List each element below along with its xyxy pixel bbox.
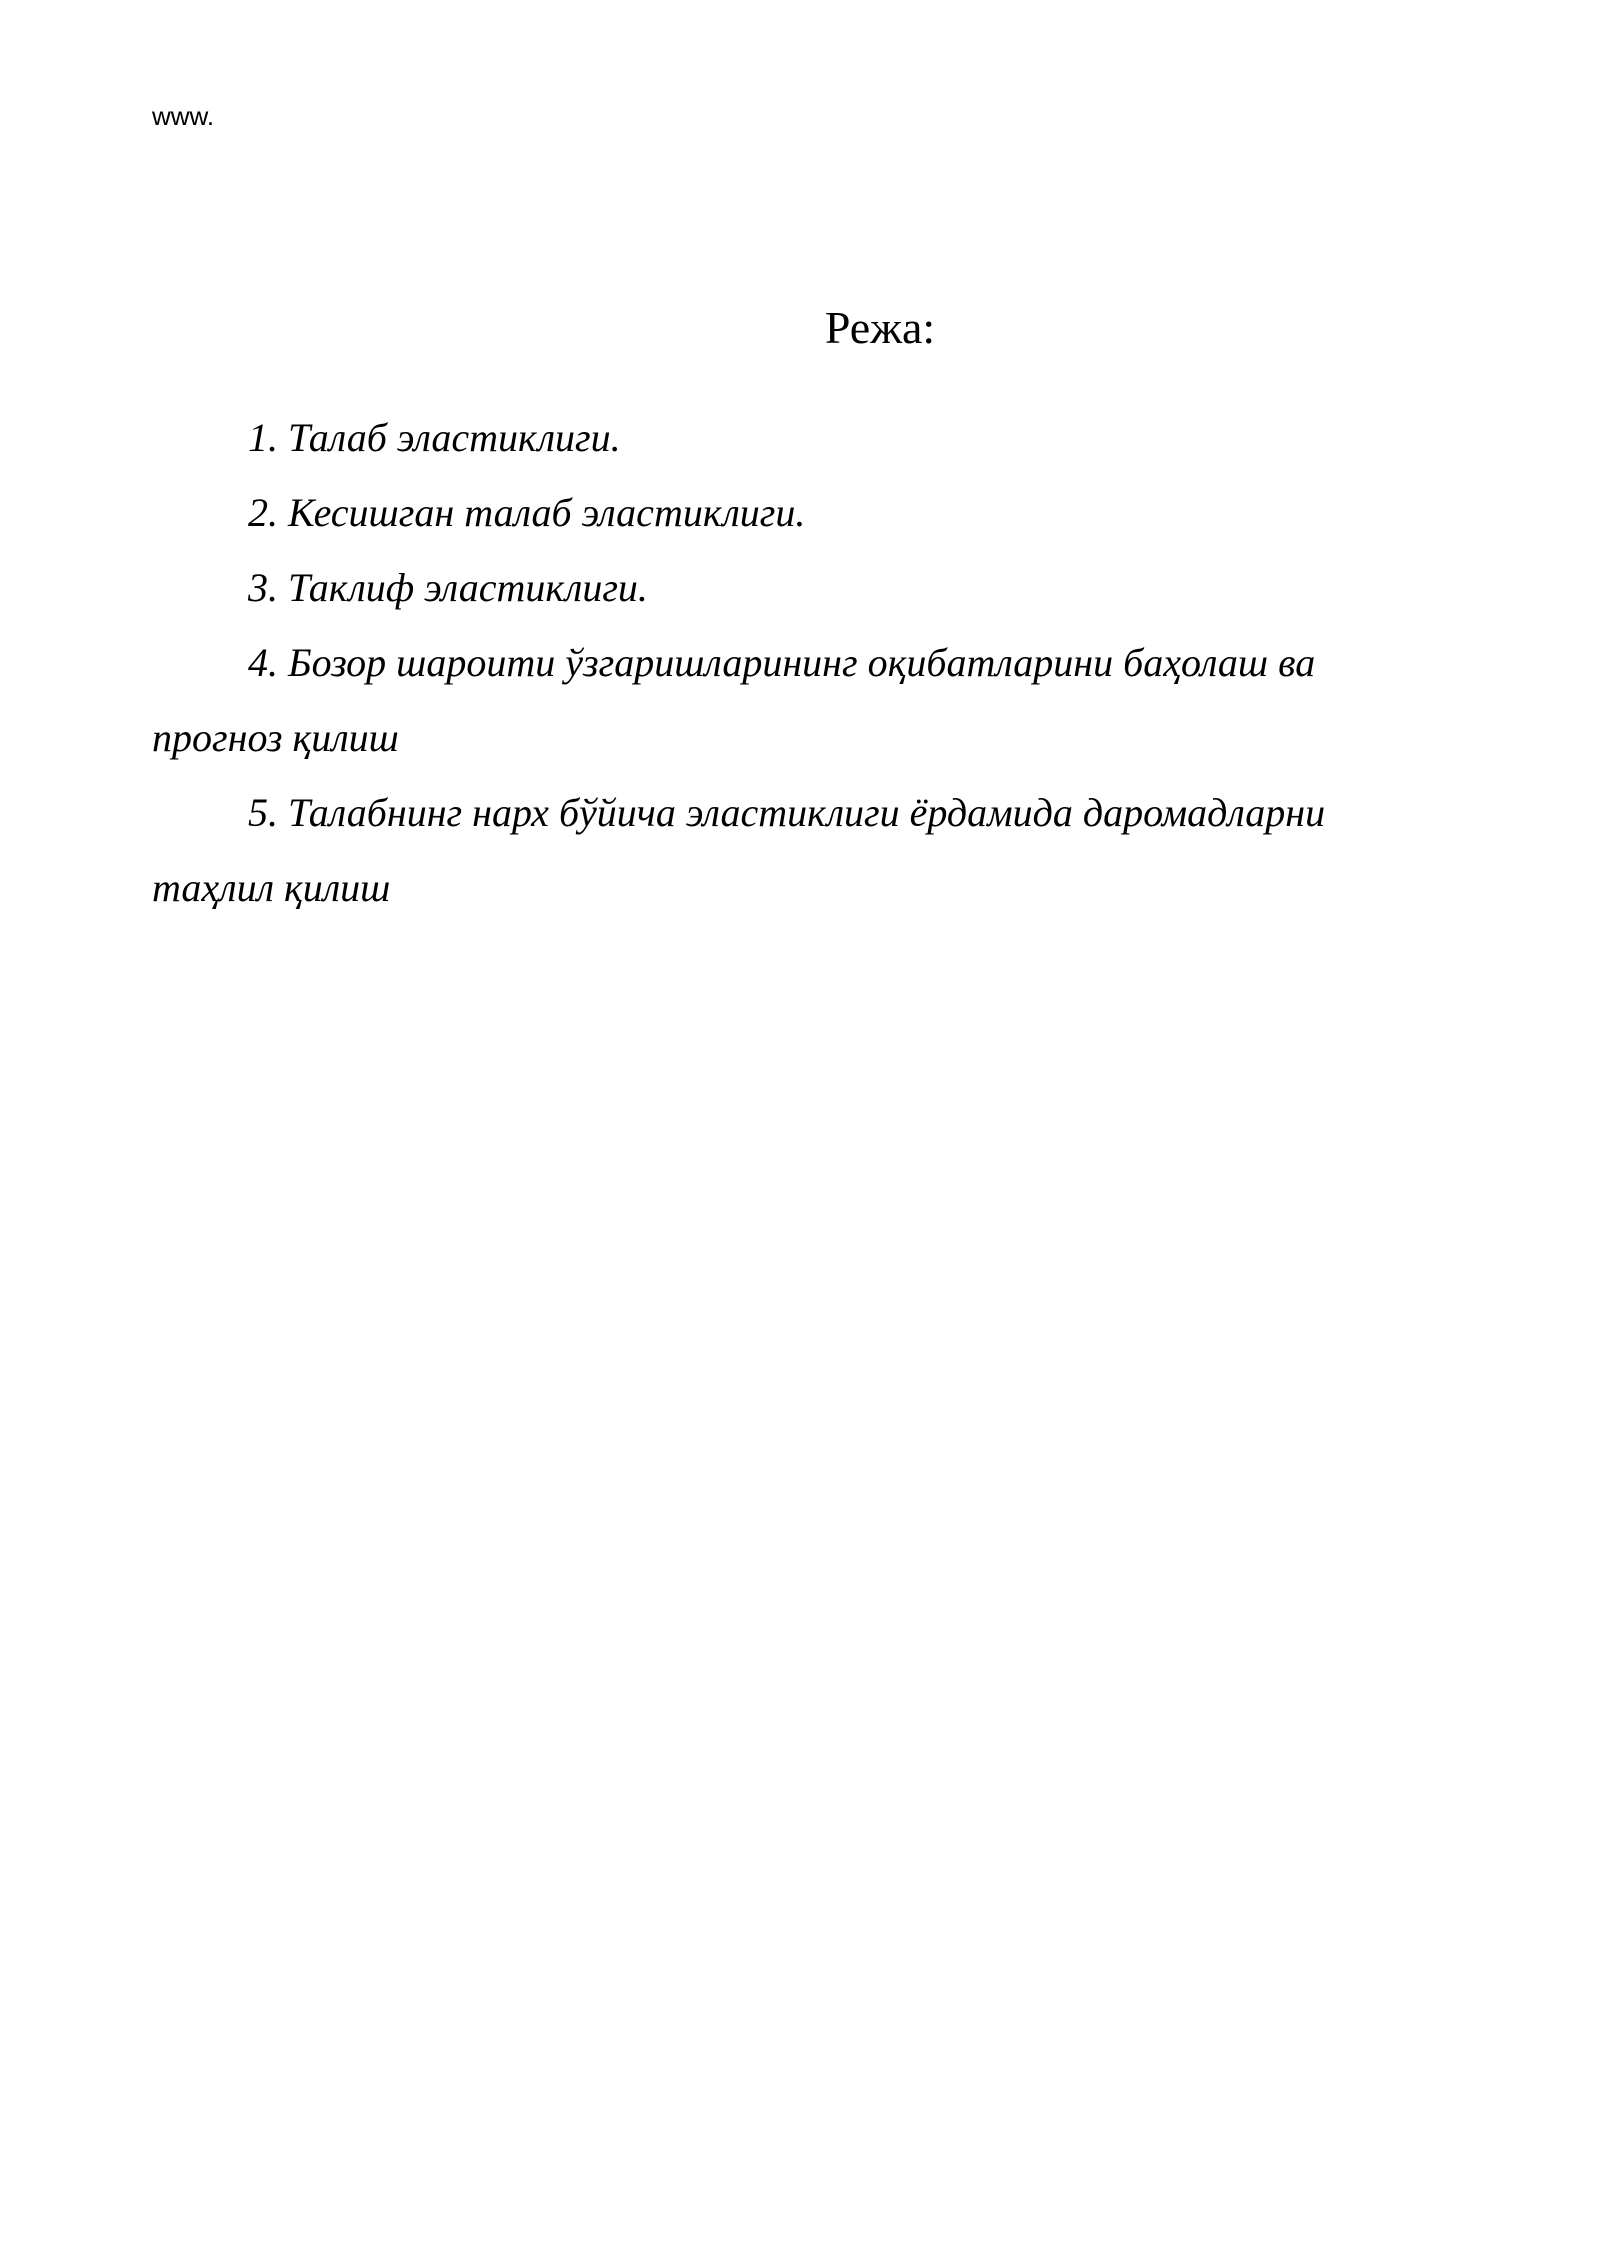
plan-item-2: 2. Кесишган талаб эластиклиги. xyxy=(248,490,806,535)
plan-item-3: 3. Таклиф эластиклиги. xyxy=(248,565,648,610)
plan-item-4: 4. Бозор шароити ўзгаришларининг оқибатларини баҳолаш ва прогноз қилиш xyxy=(152,640,1316,760)
plan-title: Режа: xyxy=(824,302,936,353)
header-url-text: www. xyxy=(152,101,215,131)
plan-list xyxy=(152,400,1442,925)
plan-item-1: 1. Талаб эластиклиги. xyxy=(248,415,621,460)
plan-item-5: 5. Талабнинг нарх бўйича эластиклиги ёрдамида даромадларни таҳлил қилиш xyxy=(152,790,1326,910)
